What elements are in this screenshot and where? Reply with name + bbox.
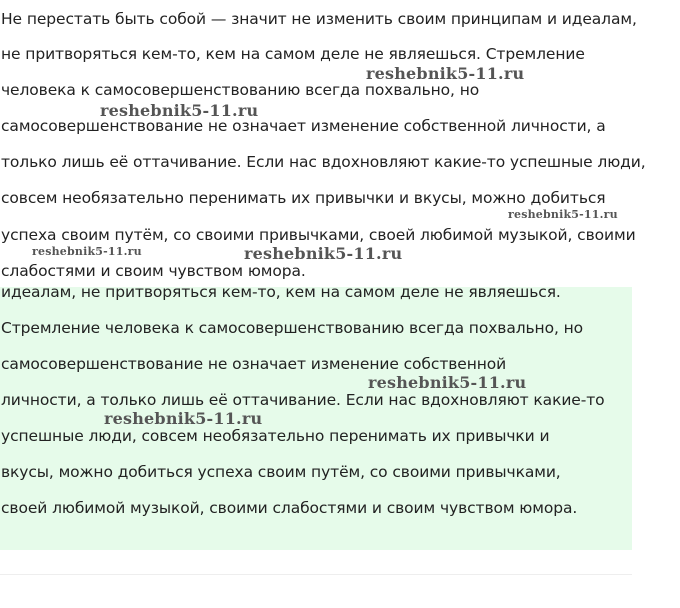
text-line: успеха своим путём, со своими привычками, своей любимой музыкой, своими	[1, 226, 636, 244]
text-line: самосовершенствование не означает изменение собственной	[1, 355, 507, 373]
text-line: личности, а только лишь её оттачивание. Если нас вдохновляют какие-то	[1, 391, 605, 409]
text-line: Стремление человека к самосовершенствованию всегда похвально, но	[1, 319, 584, 337]
divider	[0, 574, 632, 575]
text-line: успешные люди, совсем необязательно перенимать их привычки и	[1, 427, 550, 445]
text-line: совсем необязательно перенимать их привычки и вкусы, можно добиться	[1, 189, 606, 207]
watermark: reshebnik5-11.ru	[366, 64, 525, 83]
watermark: reshebnik5-11.ru	[100, 101, 259, 120]
text-line: вкусы, можно добиться успеха своим путём, со своими привычками,	[1, 463, 561, 481]
text-line: самосовершенствование не означает изменение собственной личности, а	[1, 117, 606, 135]
text-line: идеалам, не притворяться кем-то, кем на самом деле не являешься.	[1, 283, 561, 301]
watermark: reshebnik5-11.ru	[368, 373, 527, 392]
watermark: reshebnik5-11.ru	[244, 244, 403, 263]
text-line: человека к самосовершенствованию всегда похвально, но	[1, 81, 480, 99]
text-line: слабостями и своим чувством юмора.	[1, 262, 306, 280]
watermark: reshebnik5-11.ru	[32, 245, 142, 258]
watermark: reshebnik5-11.ru	[508, 208, 618, 221]
text-line: только лишь её оттачивание. Если нас вдохновляют какие-то успешные люди,	[1, 153, 646, 171]
watermark: reshebnik5-11.ru	[104, 409, 263, 428]
text-line: не притворяться кем-то, кем на самом деле не являешься. Стремление	[1, 45, 585, 63]
text-line: своей любимой музыкой, своими слабостями и своим чувством юмора.	[1, 499, 578, 517]
text-line: Не перестать быть собой — значит не изменить своим принципам и идеалам,	[1, 10, 637, 28]
